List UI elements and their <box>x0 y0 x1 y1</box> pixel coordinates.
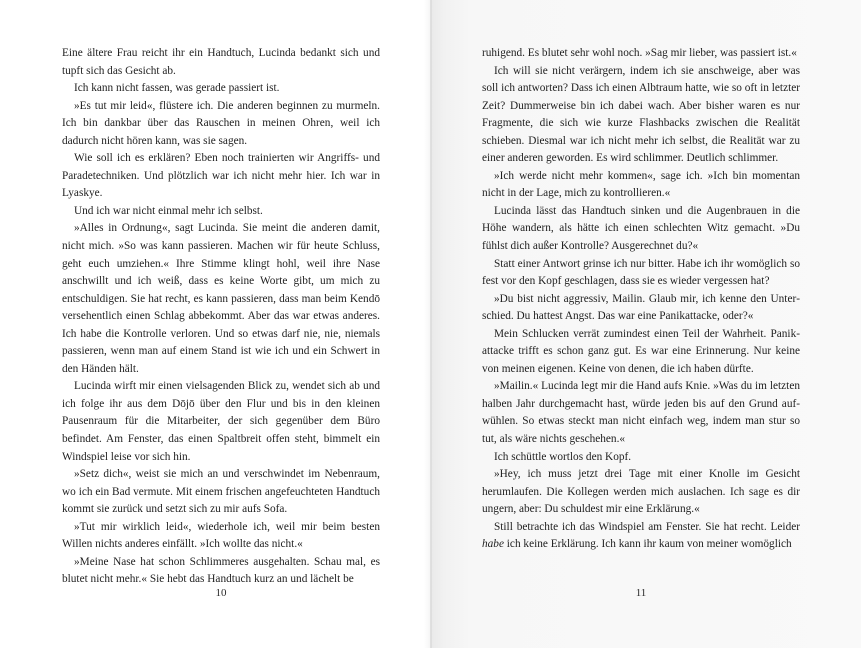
paragraph: »Setz dich«, weist sie mich an und verschwindet im Nebenraum, wo ich ein Bad vermute. Mit einem frischen angefeuchteten Handtuch kommt sie zurück und setzt sich zu mir aufs Sofa. <box>62 468 380 516</box>
emphasized-word: habe <box>482 538 504 551</box>
paragraph: »Es tut mir leid«, flüstere ich. Die anderen beginnen zu murmeln. Ich bin dankbar über das Rauschen in meinen Ohren, weil ich dadurch nicht hören kann, was sie sagen. <box>62 99 380 147</box>
paragraph: Ich kann nicht fassen, was gerade passiert ist. <box>74 82 280 95</box>
left-page-text <box>62 45 380 589</box>
paragraph: Ich schüttle wortlos den Kopf. <box>494 450 632 463</box>
paragraph: »Tut mir wirklich leid«, wiederhole ich, weil mir beim besten Willen nichts anderes einfällt. »Ich wollte das nicht.« <box>62 520 380 551</box>
paragraph: »Meine Nase hat schon Schlimmeres ausgehalten. Schau mal, es blutet nicht mehr.« Sie hebt das Handtuch kurz an und lächelt be <box>62 555 380 586</box>
right-page <box>430 0 861 648</box>
paragraph: »Du bist nicht aggressiv, Mailin. Glaub mir, ich kenne den Unterschied. Du hattest Angst. Das war eine Panikattacke, oder?« <box>482 292 800 323</box>
paragraph: Und ich war nicht einmal mehr ich selbst. <box>74 204 263 217</box>
paragraph: »Mailin.« Lucinda legt mir die Hand aufs Knie. »Was du im letzten halben Jahr durchgemacht hast, würde jeden bis auf den Grund aufwühlen. So etwas steckt man nicht einfach weg, indem man stur so tut, als wäre nichts geschehen.« <box>482 380 800 446</box>
paragraph-last <box>482 519 800 554</box>
paragraph: Wie soll ich es erklären? Eben noch trainierten wir Angriffs- und Paradetechniken. Und plötzlich war ich nicht mehr hier. Ich war in Lyaskye. <box>62 152 380 200</box>
left-page <box>0 0 430 648</box>
paragraph: Statt einer Antwort grinse ich nur bitter. Habe ich ihr womöglich so fest vor den Kopf geschlagen, dass sie es wieder vergessen hat? <box>482 257 800 288</box>
text-run: ich keine Erklärung. Ich kann ihr kaum von meiner womöglich <box>503 538 792 551</box>
paragraph: Lucinda wirft mir einen vielsagenden Blick zu, wendet sich ab und ich folge ihr aus dem Dōjō über den Flur und bis in den kleinen Pausenraum für die Mitarbeiter, der sich gegenüber dem Büro befindet. Am Fenster, das einen Spaltbreit offen steht, bimmelt ein Windspiel leise vor sich hin. <box>62 380 380 463</box>
paragraph: »Alles in Ordnung«, sagt Lucinda. Sie meint die anderen damit, nicht mich. »So was kann passieren. Machen wir für heute Schluss, geht euch umziehen.« Ihre Stimme klingt hohl, weil ihre Nase anschwillt und ich weiß, dass es keine Worte gibt, um mich zu entschuldigen. Sie hat recht, es kann passieren, dass man beim Kendō versehentlich einen Schlag abbekommt. Aber das war etwas anderes. Ich habe die Kontrolle verloren. Und so etwas darf nie, nie, niemals passieren, wenn man auf einem Stand ist wie ich und ein Schwert in den Händen hält. <box>62 222 380 375</box>
paragraph: Ich will sie nicht verärgern, indem ich sie anschweige, aber was soll ich antworten? Dass ich einen Albtraum hatte, wie so oft in letzter Zeit? Dummerweise bin ich dabei wach. Aber bisher waren es nur Fragmente, die sich wie kurze Flashbacks zwischen die Realität schieben. Diesmal war ich nicht mehr ich selbst, die Realität war zu einer anderen geworden. Es wird schlimmer. Deutlich schlimmer. <box>482 64 800 165</box>
page-number-left: 10 <box>215 587 227 599</box>
paragraph: Mein Schlucken verrät zumindest einen Teil der Wahrheit. Panikattacke trifft es schon ganz gut. Es war eine Erinnerung. Nur keine von meinen eigenen. Keine von denen, die ich haben dürfte. <box>482 327 800 375</box>
right-page-text <box>482 45 800 554</box>
paragraph: Lucinda lässt das Handtuch sinken und die Augenbrauen in die Höhe wandern, als hätte ich einen schlechten Witz gemacht. »Du fühlst dich außer Kontrolle? Ausgerechnet du?« <box>482 204 800 253</box>
paragraph: Eine ältere Frau reicht ihr ein Handtuch, Lucinda bedankt sich und tupft sich das Gesicht ab. <box>62 47 380 77</box>
paragraph: ruhigend. Es blutet sehr wohl noch. »Sag mir lieber, was passiert ist.« <box>482 47 797 59</box>
paragraph: »Ich werde nicht mehr kommen«, sage ich. »Ich bin momentan nicht in der Lage, mich zu kontrollieren.« <box>482 169 800 200</box>
text-run: Still betrachte ich das Windspiel am Fenster. Sie hat recht. Leider <box>494 520 800 533</box>
page-number-right: 11 <box>635 587 647 599</box>
paragraph: »Hey, ich muss jetzt drei Tage mit einer Knolle im Gesicht herumlaufen. Die Kollegen werden mich auslachen. Ich sage es dir ungern, aber: Du schuldest mir eine Erklärung.« <box>482 468 800 516</box>
gutter-shadow <box>424 0 432 648</box>
